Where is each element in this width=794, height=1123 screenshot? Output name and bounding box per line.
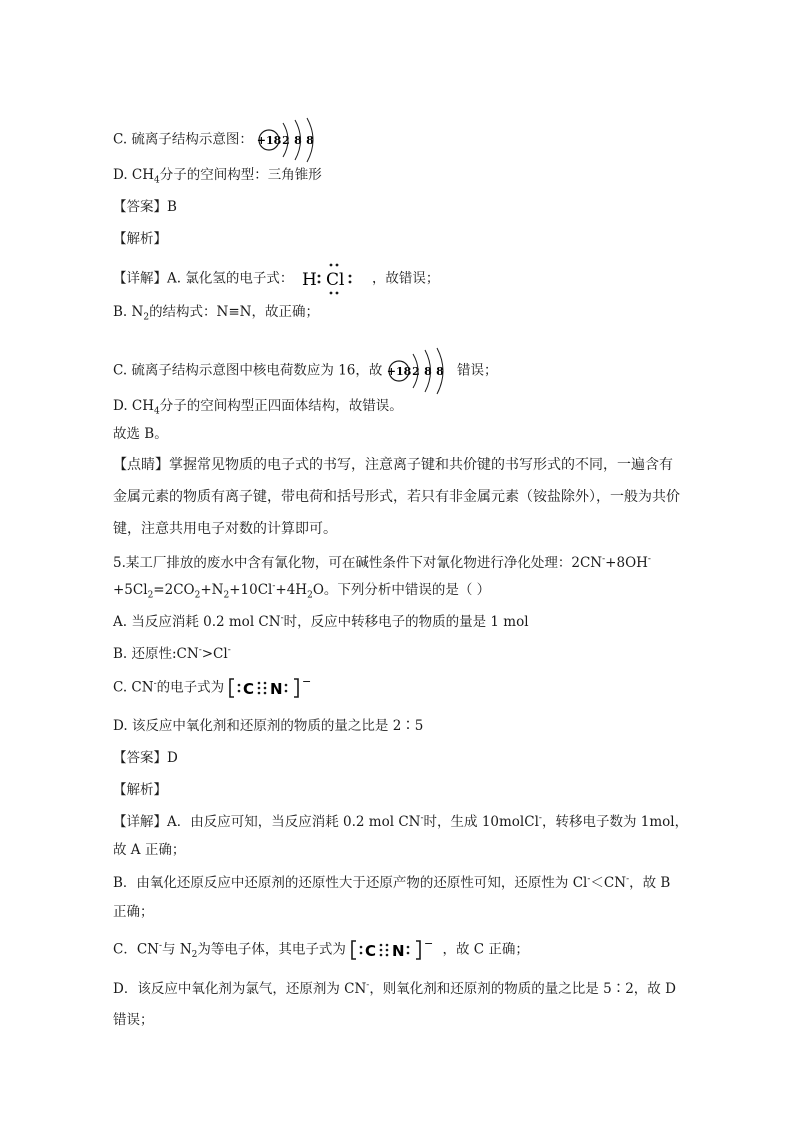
q5-detail-d-2: 错误；	[113, 1012, 154, 1028]
text: +4H	[275, 582, 308, 598]
text: C. CN	[113, 679, 154, 696]
q5-stem-1	[113, 553, 651, 573]
subscript: 2	[191, 950, 198, 961]
text: +5Cl	[113, 582, 148, 598]
q4-option-d	[113, 165, 322, 185]
q5-detail-a-2: 故 A 正确；	[113, 842, 186, 858]
subscript: 2	[223, 590, 230, 601]
q4-point-1: 【点睛】掌握常见物质的电子式的书写，注意离子键和共价键的书写形式的不同，一遍含有	[113, 457, 673, 473]
nucleus-charge: +18	[386, 365, 411, 378]
hcl-electron-formula	[298, 262, 368, 296]
subscript: 2	[147, 590, 154, 601]
text: 的结构式：N≡N，故正确；	[149, 304, 319, 320]
charge-symbol: −	[302, 676, 312, 688]
shell-3: 8	[306, 134, 315, 147]
q4-detail-a	[113, 262, 439, 296]
nucleus-charge: +18	[257, 134, 282, 147]
q4-detail-c	[113, 346, 498, 396]
q5-option-d: D. 该反应中氧化剂和还原剂的物质的量之比是 2∶5	[113, 718, 424, 734]
q4-option-c-text: C. 硫离子结构示意图：	[113, 131, 253, 148]
chlorine-symbol: Cl	[325, 270, 345, 290]
q4-option-c	[113, 117, 323, 163]
superscript: -	[280, 613, 284, 624]
superscript: -	[272, 581, 276, 592]
q5-option-c	[113, 676, 316, 700]
text: 的电子式为	[156, 679, 225, 696]
text: 【详解】A. 氯化氢的电子式：	[113, 270, 294, 287]
q5-analysis-heading: 【解析】	[113, 782, 167, 798]
text: D．该反应中氧化剂为氯气，还原剂为 CN	[113, 981, 367, 997]
text: =2CO	[153, 582, 195, 598]
superscript: -	[420, 813, 424, 824]
q5-option-b	[113, 644, 231, 664]
superscript: -	[153, 679, 157, 689]
subscript: 2	[143, 312, 150, 323]
superscript: -	[587, 874, 591, 885]
carbon-symbol: C	[243, 680, 255, 698]
text: 与 N	[162, 941, 192, 958]
superscript: -	[647, 554, 651, 565]
q5-option-a	[113, 612, 529, 632]
text: +8OH	[605, 555, 648, 571]
text: B．由氧化还原反应中还原剂的还原性大于还原产物的还原性可知，还原性为 Cl	[113, 875, 588, 891]
text: A. 当反应消耗 0.2 mol CN	[113, 614, 281, 630]
superscript: -	[158, 941, 163, 951]
text: ，故错误；	[371, 270, 440, 287]
q5-answer: 【答案】D	[113, 750, 178, 766]
sulfur-ion-diagram-2	[387, 346, 453, 396]
text: ，故 C 正确；	[442, 941, 529, 958]
text: 时，生成 10molCl	[423, 814, 539, 830]
text: ，转移电子数为 1mol，	[541, 814, 689, 830]
text: 分子的空间构型正四面体结构，故错误。	[159, 398, 403, 414]
superscript: -	[227, 645, 231, 656]
subscript: 2	[194, 590, 201, 601]
hydrogen-symbol: H	[301, 270, 317, 290]
cn-electron-formula-2	[350, 938, 438, 962]
superscript: -	[366, 980, 370, 991]
text: >Cl	[201, 646, 228, 662]
q4-answer: 【答案】B	[113, 199, 177, 215]
nitrogen-symbol: N	[270, 680, 283, 698]
shell-2: 8	[423, 365, 432, 378]
text: D. CH	[113, 398, 155, 414]
shell-1: 2	[282, 134, 291, 147]
text: B. N	[113, 304, 144, 320]
text: +10Cl	[229, 582, 273, 598]
text: ＜CN	[590, 875, 627, 891]
shell-1: 2	[411, 365, 420, 378]
text: 5.某工厂排放的废水中含有氰化物，可在碱性条件下对氰化物进行净化处理：2CN	[113, 555, 603, 571]
superscript: -	[198, 645, 202, 656]
superscript: -	[602, 554, 606, 565]
text: B. 还原性:CN	[113, 646, 199, 662]
cn-electron-formula	[228, 676, 316, 700]
q4-point-2: 金属元素的物质有离子键，带电荷和括号形式，若只有非金属元素（铵盐除外），一般为共价	[113, 489, 680, 505]
text: C．CN	[113, 941, 159, 958]
text: D. CH	[113, 167, 155, 183]
superscript: -	[626, 874, 630, 885]
q5-detail-d-1	[113, 979, 676, 999]
q5-detail-b-2: 正确；	[113, 904, 154, 920]
text: ，故 B	[629, 875, 671, 891]
text: C. 硫离子结构示意图中核电荷数应为 16，故	[113, 362, 383, 379]
text: 时，反应中转移电子的物质的量是 1 mol	[283, 614, 529, 630]
q4-detail-d	[113, 396, 403, 416]
shell-3: 8	[435, 365, 444, 378]
text: 【详解】A．由反应可知，当反应消耗 0.2 mol CN	[113, 814, 421, 830]
text: +N	[200, 582, 224, 598]
q4-point-3: 键，注意共用电子对数的计算即可。	[113, 521, 337, 537]
q4-choose: 故选 B。	[113, 426, 168, 442]
q5-stem-2	[113, 580, 490, 600]
sulfur-ion-diagram	[257, 117, 323, 163]
text: 为等电子体，其电子式为	[197, 941, 346, 958]
subscript: 4	[154, 406, 160, 417]
q5-detail-b-1	[113, 873, 670, 893]
text: 分子的空间构型：三角锥形	[159, 167, 322, 183]
subscript: 4	[154, 175, 160, 186]
text: ，则氧化剂和还原剂的物质的量之比是 5∶2，故 D	[369, 981, 676, 997]
q5-detail-a-1	[113, 812, 688, 832]
text: 错误；	[457, 362, 498, 379]
q5-detail-c	[113, 938, 529, 962]
nitrogen-symbol: N	[392, 942, 405, 960]
carbon-symbol: C	[365, 942, 377, 960]
text: O。下列分析中错误的是（ ）	[312, 582, 491, 598]
shell-2: 8	[294, 134, 303, 147]
q4-detail-b	[113, 302, 319, 322]
superscript: -	[538, 813, 542, 824]
q4-analysis-heading: 【解析】	[113, 231, 167, 247]
subscript: 2	[307, 590, 313, 601]
charge-symbol: −	[424, 938, 434, 950]
